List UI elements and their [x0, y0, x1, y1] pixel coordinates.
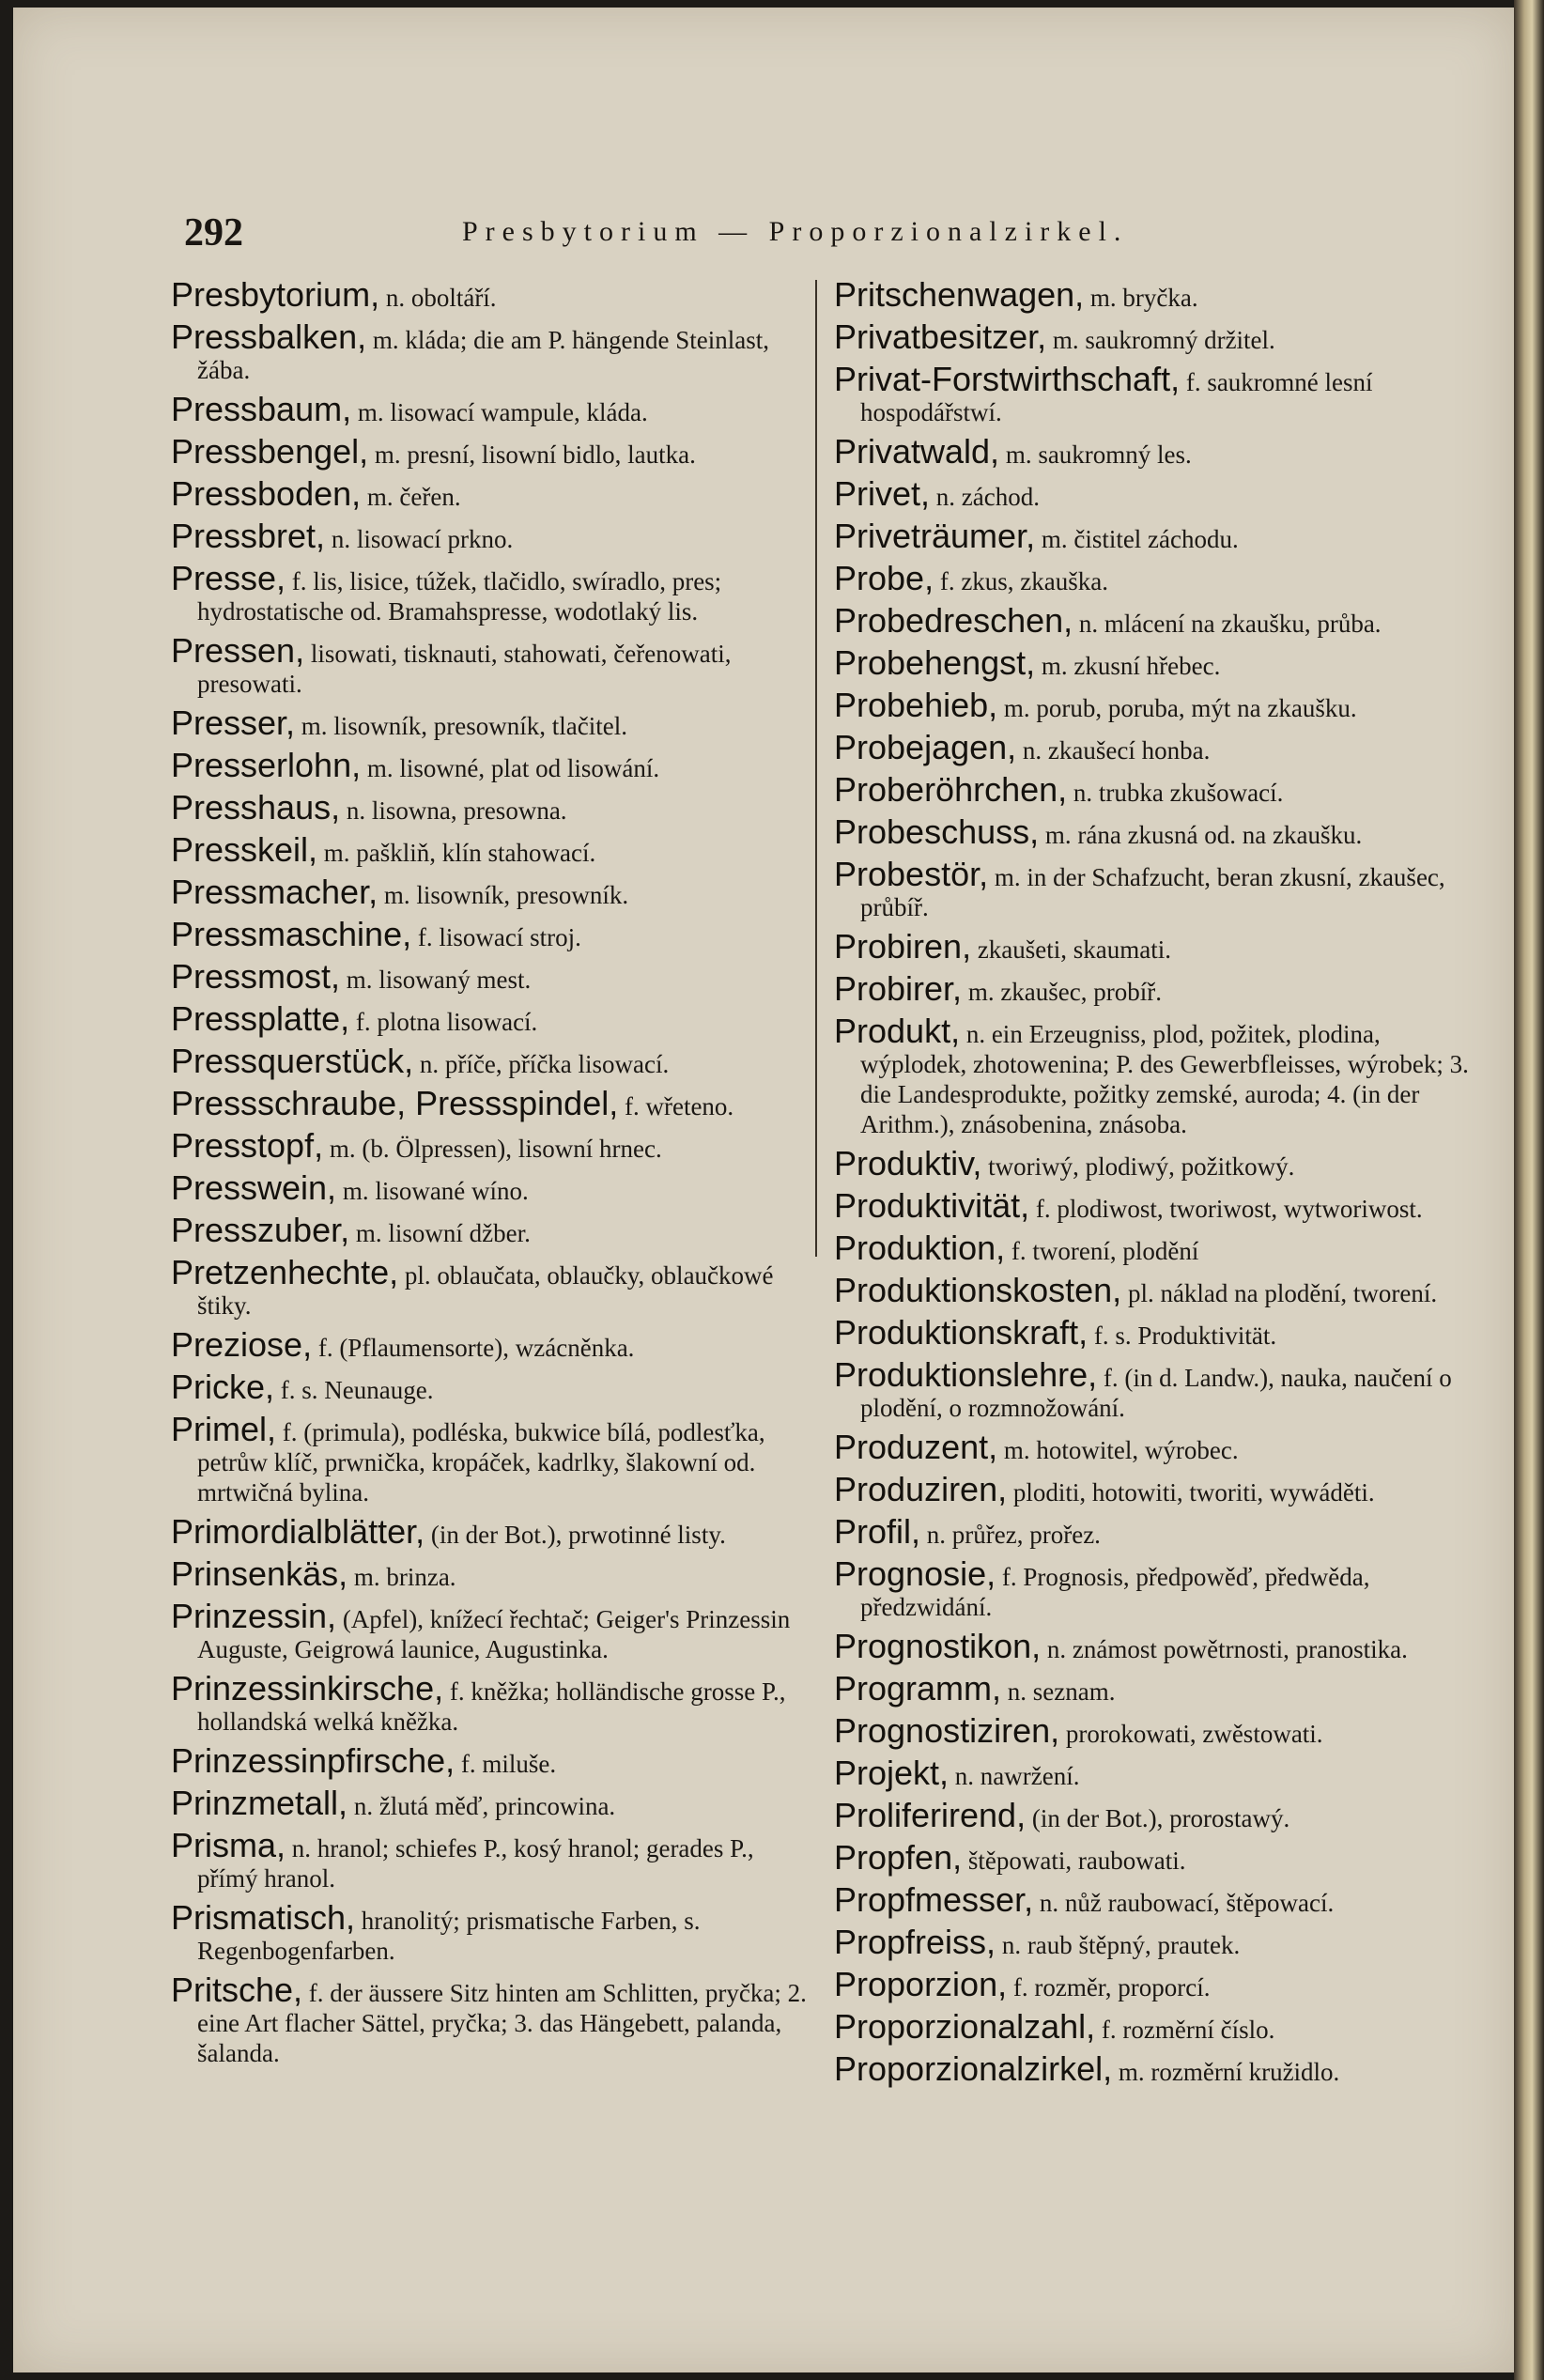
- definition: lisowati, tisknauti, stahowati, čeřenowati, presowati.: [197, 640, 732, 698]
- headword: Pressbengel,: [171, 432, 369, 471]
- headword: Produzent,: [834, 1428, 998, 1466]
- definition: m. paškliň, klín stahowací.: [323, 839, 596, 867]
- definition: m. lisowné, plat od lisowání.: [366, 754, 660, 782]
- headword: Proporzionalzahl,: [834, 2007, 1096, 2046]
- dictionary-entry: [171, 559, 819, 626]
- dictionary-entry: [171, 1554, 819, 1593]
- dictionary-entry: [834, 517, 1482, 555]
- headword: Pressplatte,: [171, 999, 350, 1038]
- right-column: [834, 275, 1482, 2096]
- dictionary-entry: [171, 631, 819, 699]
- definition: n. průřez, prořez.: [926, 1521, 1101, 1549]
- headword: Privet,: [834, 474, 931, 513]
- headword: Pritschenwagen,: [834, 275, 1085, 314]
- definition: f. zkus, zkauška.: [939, 567, 1109, 595]
- headword: Prinsenkäs,: [171, 1554, 348, 1593]
- dictionary-entry: [834, 643, 1482, 682]
- left-column: [171, 275, 819, 2078]
- definition: m. zkaušec, probíř.: [967, 978, 1162, 1006]
- definition: pl. náklad na plodění, tworení.: [1127, 1279, 1438, 1307]
- headword: Prinzessinkirsche,: [171, 1669, 444, 1708]
- dictionary-entry: [171, 1898, 819, 1966]
- dictionary-entry: [171, 873, 819, 911]
- dictionary-entry: [171, 746, 819, 784]
- dictionary-entry: [834, 1880, 1482, 1919]
- dictionary-entry: [834, 432, 1482, 471]
- page-header: [173, 207, 1488, 263]
- definition: m. zkusní hřebec.: [1041, 652, 1221, 680]
- headword: Produktionslehre,: [834, 1355, 1098, 1394]
- definition: (in der Bot.), prwotinné listy.: [430, 1521, 726, 1549]
- definition: f. plotna lisowací.: [355, 1008, 538, 1036]
- dictionary-entry: [171, 1826, 819, 1893]
- definition: tworiwý, plodiwý, požitkowý.: [988, 1152, 1295, 1181]
- definition: n. nůž raubowací, štěpowací.: [1039, 1889, 1335, 1917]
- definition: m. rozměrní kružidlo.: [1118, 2058, 1340, 2086]
- dictionary-entry: [834, 360, 1482, 427]
- dictionary-entry: [834, 1229, 1482, 1267]
- headword: Priveträumer,: [834, 517, 1036, 555]
- definition: (Apfel), knížecí řechtač; Geiger's Prinzessin Auguste, Geigrowá launice, Augustinka.: [197, 1605, 791, 1663]
- definition: f. kněžka; holländische grosse P., hollandská welká kněžka.: [197, 1677, 786, 1736]
- dictionary-entry: [171, 1368, 819, 1406]
- headword: Probeschuss,: [834, 812, 1040, 851]
- definition: n. žlutá měď, princowina.: [353, 1792, 616, 1820]
- dictionary-entry: [171, 390, 819, 428]
- dictionary-entry: [171, 517, 819, 555]
- dictionary-entry: [834, 1428, 1482, 1466]
- definition: n. ein Erzeugniss, plod, požitek, plodina, wýplodek, zhotowenina; P. des Gewerbfleisses, wýrobek; 3. die Landesprodukte, požitky zemské, auroda; 4. (in der Arithm.), znásobenina, znásoba.: [860, 1020, 1469, 1138]
- headword: Probestör,: [834, 855, 989, 893]
- book-edge: [1514, 0, 1544, 2380]
- definition: m. saukromný les.: [1005, 440, 1192, 469]
- column-rule: [815, 280, 817, 1257]
- headword: Pressbret,: [171, 517, 326, 555]
- headword: Proporzion,: [834, 1965, 1008, 2003]
- headword: Pretzenhechte,: [171, 1253, 399, 1291]
- dictionary-entry: [834, 812, 1482, 851]
- definition: f. der äussere Sitz hinten am Schlitten, pryčka; 2. eine Art flacher Sättel, pryčka; 3. das Hängebett, palanda, šalanda.: [197, 1979, 807, 2067]
- dictionary-entry: [171, 703, 819, 742]
- dictionary-entry: [171, 1168, 819, 1207]
- dictionary-entry: [834, 601, 1482, 640]
- headword: Privatbesitzer,: [834, 317, 1047, 356]
- definition: n. raub štěpný, prautek.: [1001, 1931, 1241, 1959]
- definition: f. (primula), podléska, bukwice bílá, podlesťka, petrůw klíč, prwnička, kropáček, kadrlky, šlakowní od. mrtwičná bylina.: [197, 1418, 765, 1507]
- dictionary-entry: [171, 1784, 819, 1822]
- definition: m. lisowní džber.: [355, 1219, 531, 1247]
- headword: Produktiv,: [834, 1144, 982, 1182]
- dictionary-entry: [834, 1355, 1482, 1423]
- dictionary-entry: [834, 1669, 1482, 1708]
- definition: f. lis, lisice, túžek, tlačidlo, swíradlo, pres; hydrostatische od. Bramahspresse, wodotlaký lis.: [197, 567, 722, 626]
- dictionary-entry: [834, 2049, 1482, 2088]
- definition: m. porub, poruba, mýt na zkaušku.: [1003, 694, 1357, 722]
- headword: Proberöhrchen,: [834, 770, 1068, 809]
- dictionary-entry: [834, 686, 1482, 724]
- definition: f. wřeteno.: [624, 1092, 734, 1120]
- definition: m. čistitel záchodu.: [1041, 525, 1239, 553]
- dictionary-entry: [834, 770, 1482, 809]
- headword: Privat-Forstwirthschaft,: [834, 360, 1181, 398]
- headword: Privatwald,: [834, 432, 1000, 471]
- definition: n. oboltáří.: [385, 284, 497, 312]
- headword: Probehieb,: [834, 686, 998, 724]
- dictionary-entry: [834, 1512, 1482, 1551]
- definition: f. miluše.: [460, 1750, 557, 1778]
- dictionary-entry: [834, 1271, 1482, 1309]
- headword: Projekt,: [834, 1754, 950, 1792]
- headword: Probedreschen,: [834, 601, 1073, 640]
- dictionary-entry: [834, 317, 1482, 356]
- headword: Pritsche,: [171, 1970, 303, 2009]
- headword: Prognostiziren,: [834, 1711, 1060, 1750]
- dictionary-entry: [834, 1554, 1482, 1622]
- dictionary-entry: [834, 927, 1482, 966]
- definition: m. lisowané wíno.: [342, 1177, 529, 1205]
- dictionary-entry: [834, 1754, 1482, 1792]
- definition: n. hranol; schiefes P., kosý hranol; gerades P., přímý hranol.: [197, 1834, 754, 1893]
- dictionary-entry: [834, 969, 1482, 1008]
- definition: prorokowati, zwěstowati.: [1065, 1720, 1323, 1748]
- dictionary-entry: [171, 432, 819, 471]
- headword: Presskeil,: [171, 830, 318, 869]
- definition: m. bryčka.: [1089, 284, 1198, 312]
- headword: Produziren,: [834, 1470, 1008, 1508]
- headword: Propfen,: [834, 1838, 963, 1877]
- definition: n. záchod.: [935, 483, 1040, 511]
- headword: Pressschraube, Pressspindel,: [171, 1084, 619, 1122]
- definition: n. trubka zkušowací.: [1073, 779, 1284, 807]
- definition: n. seznam.: [1007, 1677, 1116, 1706]
- dictionary-entry: [834, 728, 1482, 766]
- definition: m. rána zkusná od. na zkaušku.: [1044, 821, 1363, 849]
- headword: Primordialblätter,: [171, 1512, 425, 1551]
- headword: Prognosie,: [834, 1554, 996, 1593]
- definition: f. plodiwost, tworiwost, wytworiwost.: [1035, 1195, 1423, 1223]
- definition: f. rozměrní číslo.: [1101, 2016, 1275, 2044]
- definition: f. (Pflaumensorte), wzácněnka.: [317, 1334, 635, 1362]
- definition: m. brinza.: [353, 1563, 456, 1591]
- headword: Produktionskosten,: [834, 1271, 1122, 1309]
- dictionary-entry: [834, 1313, 1482, 1352]
- definition: štěpowati, raubowati.: [967, 1847, 1186, 1875]
- headword: Presser,: [171, 703, 296, 742]
- headword: Prinzessin,: [171, 1597, 337, 1635]
- headword: Pressbalken,: [171, 317, 367, 356]
- headword: Proliferirend,: [834, 1796, 1027, 1834]
- definition: hranolitý; prismatische Farben, s. Regenbogenfarben.: [197, 1907, 701, 1965]
- dictionary-entry: [171, 830, 819, 869]
- dictionary-entry: [171, 1597, 819, 1664]
- definition: (in der Bot.), prorostawý.: [1031, 1804, 1290, 1832]
- headword: Produktion,: [834, 1229, 1006, 1267]
- headword: Profil,: [834, 1512, 921, 1551]
- dictionary-entry: [171, 1512, 819, 1551]
- headword: Probehengst,: [834, 643, 1036, 682]
- headword: Propfreiss,: [834, 1923, 996, 1961]
- dictionary-entry: [171, 1325, 819, 1364]
- dictionary-entry: [171, 1211, 819, 1249]
- dictionary-entry: [171, 1126, 819, 1165]
- definition: m. in der Schafzucht, beran zkusní, zkaušec, průbíř.: [860, 863, 1445, 921]
- dictionary-entry: [834, 1012, 1482, 1139]
- definition: pl. oblaučata, oblaučky, oblaučkowé štiky.: [197, 1261, 774, 1320]
- headword: Pressmaschine,: [171, 915, 412, 953]
- headword: Probiren,: [834, 927, 972, 966]
- headword: Probe,: [834, 559, 934, 597]
- definition: m. lisowník, presowník.: [383, 881, 629, 909]
- headword: Preziose,: [171, 1325, 313, 1364]
- headword: Prisma,: [171, 1826, 286, 1864]
- definition: f. Prognosis, předpowěď, předwěda, předzwidání.: [860, 1563, 1370, 1621]
- definition: m. lisowací wampule, kláda.: [357, 398, 648, 426]
- headword: Proporzionalzirkel,: [834, 2049, 1113, 2088]
- headword: Presswein,: [171, 1168, 337, 1207]
- dictionary-entry: [171, 474, 819, 513]
- dictionary-entry: [171, 317, 819, 385]
- headword: Prinzmetall,: [171, 1784, 348, 1822]
- headword: Pressmacher,: [171, 873, 378, 911]
- definition: ploditi, hotowiti, tworiti, wywáděti.: [1012, 1478, 1375, 1507]
- dictionary-entry: [834, 1186, 1482, 1225]
- dictionary-entry: [171, 957, 819, 996]
- dictionary-entry: [171, 1042, 819, 1080]
- definition: m. lisowník, presowník, tlačitel.: [301, 712, 627, 740]
- headword: Pressquerstück,: [171, 1042, 414, 1080]
- dictionary-entry: [834, 1144, 1482, 1182]
- dictionary-entry: [171, 1741, 819, 1780]
- page-number: 292: [184, 211, 243, 255]
- definition: m. hotowitel, wýrobec.: [1003, 1436, 1239, 1464]
- definition: n. zkaušecí honba.: [1022, 736, 1211, 765]
- definition: f. rozměr, proporcí.: [1012, 1973, 1211, 2001]
- dictionary-entry: [171, 1410, 819, 1507]
- definition: f. s. Neunauge.: [280, 1376, 434, 1404]
- definition: n. lisowací prkno.: [331, 525, 514, 553]
- definition: f. tworení, plodění: [1011, 1237, 1199, 1265]
- headword: Produktionskraft,: [834, 1313, 1089, 1352]
- dictionary-entry: [834, 1923, 1482, 1961]
- headword: Pressbaum,: [171, 390, 352, 428]
- dictionary-entry: [834, 559, 1482, 597]
- definition: n. nawržení.: [954, 1762, 1080, 1790]
- headword: Prismatisch,: [171, 1898, 356, 1937]
- dictionary-entry: [834, 275, 1482, 314]
- headword: Produkt,: [834, 1012, 961, 1050]
- definition: f. s. Produktivität.: [1093, 1321, 1277, 1350]
- dictionary-entry: [171, 1970, 819, 2068]
- headword: Prognostikon,: [834, 1627, 1042, 1665]
- dictionary-entry: [171, 275, 819, 314]
- definition: m. saukromný držitel.: [1052, 326, 1275, 354]
- dictionary-entry: [171, 788, 819, 827]
- headword: Presbytorium,: [171, 275, 380, 314]
- headword: Primel,: [171, 1410, 277, 1448]
- dictionary-entry: [171, 915, 819, 953]
- dictionary-entry: [834, 855, 1482, 922]
- definition: m. presní, lisowní bidlo, lautka.: [374, 440, 696, 469]
- headword: Programm,: [834, 1669, 1002, 1708]
- dictionary-entry: [171, 1253, 819, 1321]
- headword: Propfmesser,: [834, 1880, 1034, 1919]
- definition: zkaušeti, skaumati.: [977, 935, 1172, 964]
- headword: Pricke,: [171, 1368, 275, 1406]
- definition: f. (in d. Landw.), nauka, naučení o plodění, o rozmnožowání.: [860, 1364, 1452, 1422]
- dictionary-entry: [171, 1084, 819, 1122]
- dictionary-entry: [834, 474, 1482, 513]
- dictionary-entry: [171, 999, 819, 1038]
- headword: Probirer,: [834, 969, 963, 1008]
- dictionary-entry: [834, 1470, 1482, 1508]
- definition: m. (b. Ölpressen), lisowní hrnec.: [329, 1135, 662, 1163]
- headword: Presszuber,: [171, 1211, 350, 1249]
- definition: f. saukromné lesní hospodářstwí.: [860, 368, 1373, 426]
- headword: Presse,: [171, 559, 286, 597]
- definition: m. čeřen.: [366, 483, 461, 511]
- headword: Pressmost,: [171, 957, 341, 996]
- headword: Pressen,: [171, 631, 305, 670]
- definition: n. mlácení na zkaušku, průba.: [1078, 610, 1382, 638]
- dictionary-entry: [834, 2007, 1482, 2046]
- headword: Prinzessinpfirsche,: [171, 1741, 455, 1780]
- headword: Pressboden,: [171, 474, 362, 513]
- dictionary-entry: [834, 1965, 1482, 2003]
- dictionary-entry: [834, 1627, 1482, 1665]
- headword: Presserlohn,: [171, 746, 362, 784]
- dictionary-entry: [171, 1669, 819, 1737]
- definition: m. lisowaný mest.: [346, 966, 532, 994]
- headword: Presstopf,: [171, 1126, 324, 1165]
- dictionary-entry: [834, 1796, 1482, 1834]
- definition: n. příče, příčka lisowací.: [419, 1050, 670, 1078]
- dictionary-entry: [834, 1838, 1482, 1877]
- dictionary-entry: [834, 1711, 1482, 1750]
- headword: Probejagen,: [834, 728, 1017, 766]
- definition: m. kláda; die am P. hängende Steinlast, žába.: [197, 326, 770, 384]
- headword: Presshaus,: [171, 788, 341, 827]
- definition: n. známost powětrnosti, pranostika.: [1046, 1635, 1408, 1663]
- running-head: Presbytorium — Proporzionalzirkel.: [462, 216, 1129, 247]
- definition: f. lisowací stroj.: [417, 923, 581, 951]
- headword: Produktivität,: [834, 1186, 1030, 1225]
- definition: n. lisowna, presowna.: [346, 796, 567, 825]
